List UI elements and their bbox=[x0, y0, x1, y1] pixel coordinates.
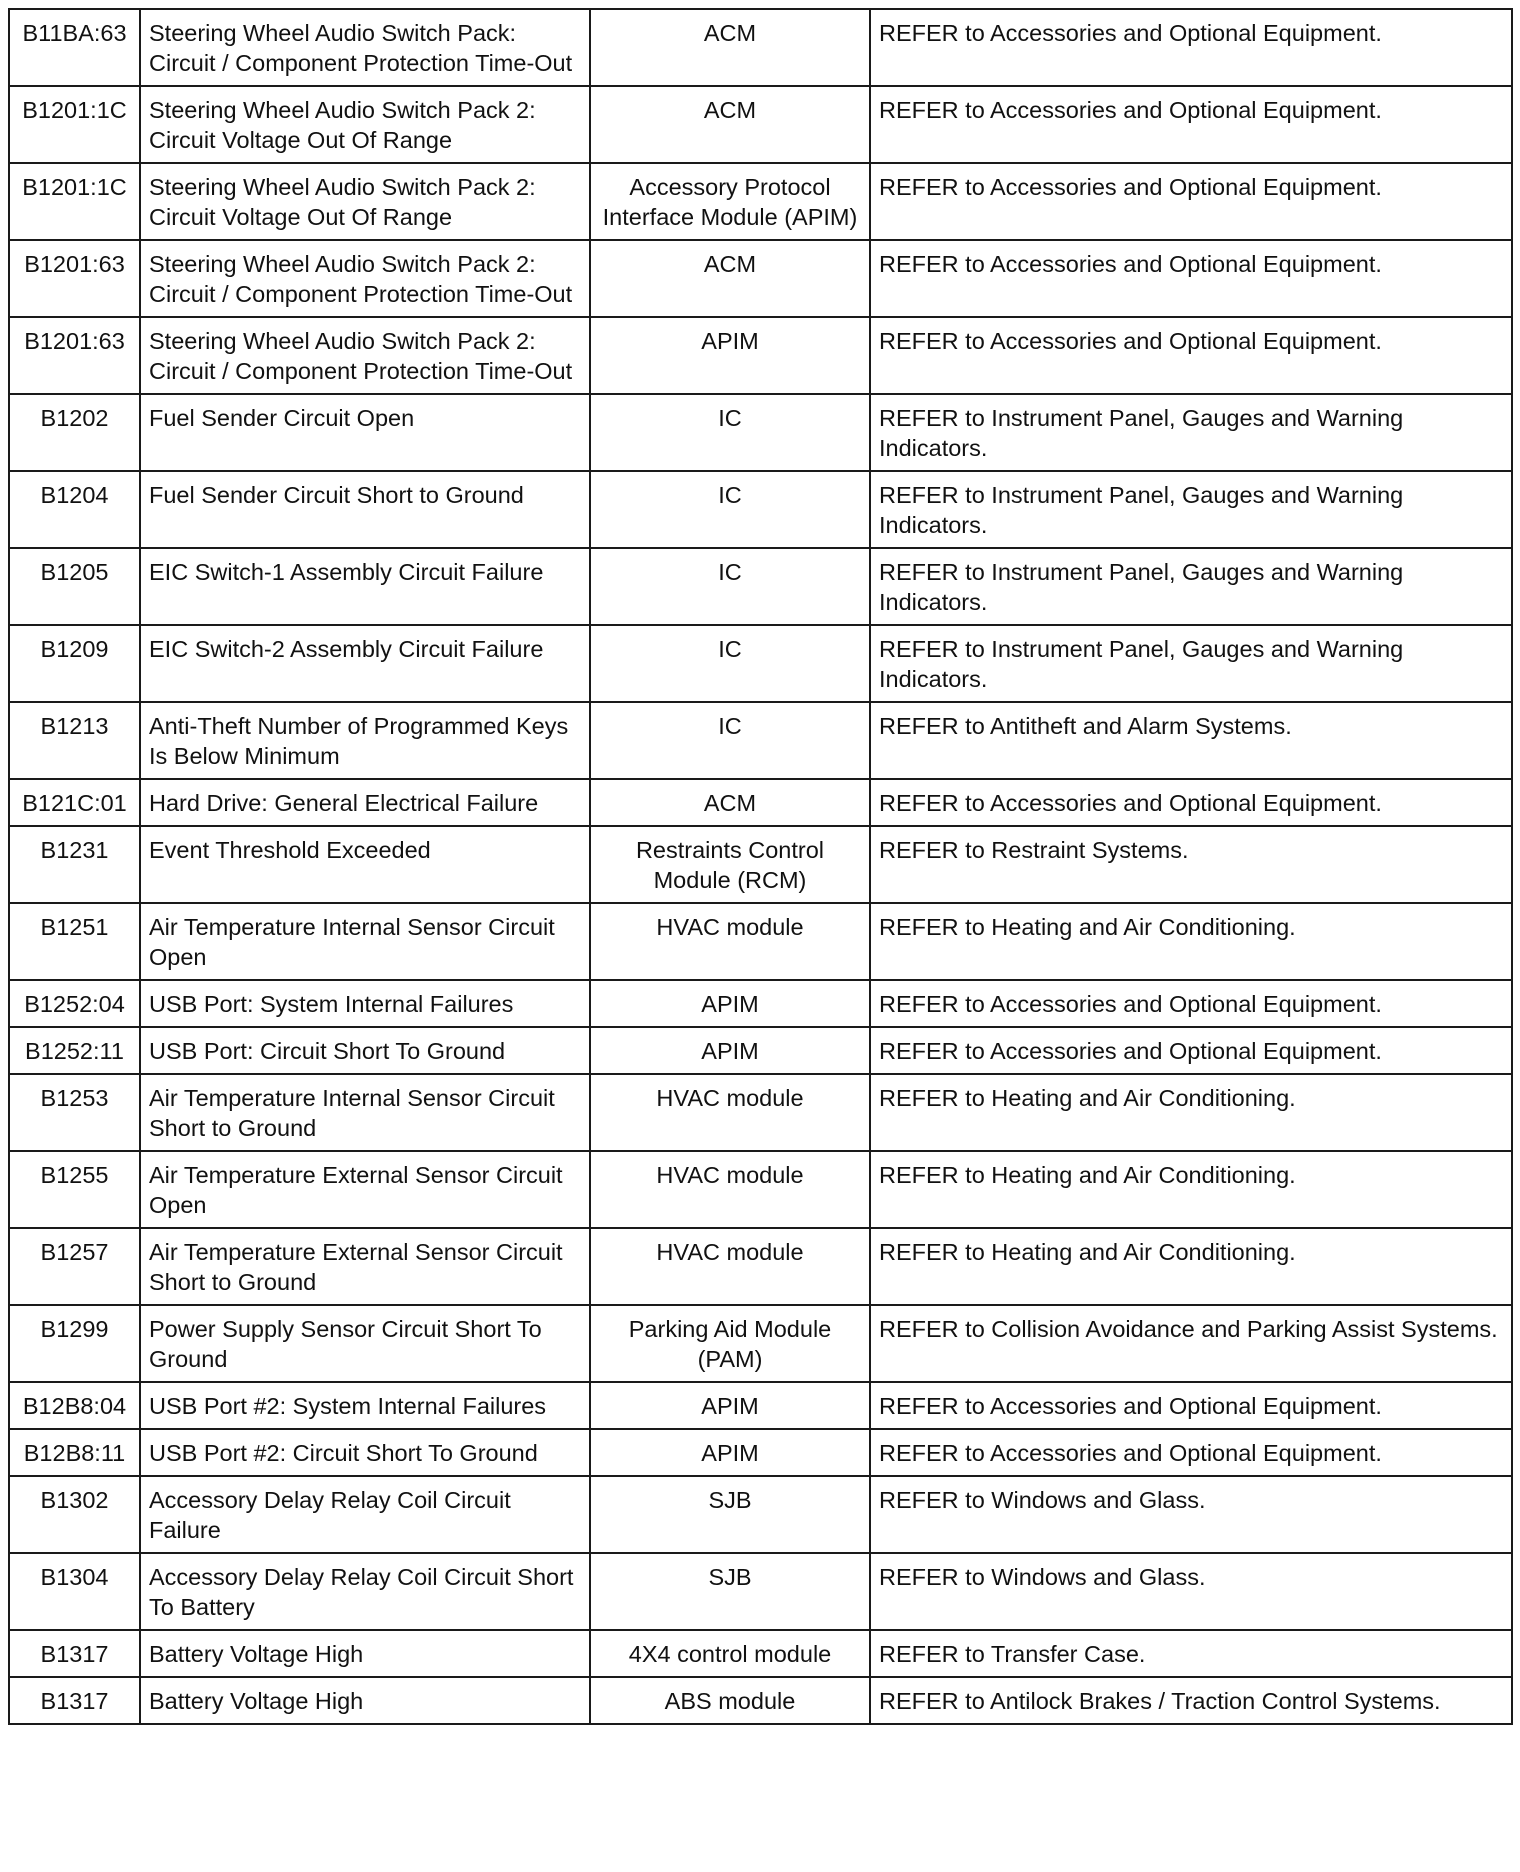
table-row bbox=[9, 9, 1512, 86]
description-cell: Fuel Sender Circuit Short to Ground bbox=[140, 471, 590, 548]
action-cell: REFER to Accessories and Optional Equipment. bbox=[870, 779, 1512, 826]
action-cell: REFER to Instrument Panel, Gauges and Warning Indicators. bbox=[870, 548, 1512, 625]
module-cell: ACM bbox=[590, 9, 870, 86]
module-cell: SJB bbox=[590, 1553, 870, 1630]
description-cell: Hard Drive: General Electrical Failure bbox=[140, 779, 590, 826]
description-cell: Steering Wheel Audio Switch Pack 2: Circuit / Component Protection Time-Out bbox=[140, 317, 590, 394]
action-cell: REFER to Accessories and Optional Equipment. bbox=[870, 1027, 1512, 1074]
module-cell: ABS module bbox=[590, 1677, 870, 1724]
module-cell: ACM bbox=[590, 86, 870, 163]
module-cell: IC bbox=[590, 548, 870, 625]
table-row bbox=[9, 826, 1512, 903]
action-cell: REFER to Heating and Air Conditioning. bbox=[870, 1074, 1512, 1151]
action-cell: REFER to Instrument Panel, Gauges and Warning Indicators. bbox=[870, 625, 1512, 702]
dtc-code-cell: B11BA:63 bbox=[9, 9, 140, 86]
action-cell: REFER to Collision Avoidance and Parking Assist Systems. bbox=[870, 1305, 1512, 1382]
table-row bbox=[9, 86, 1512, 163]
action-cell: REFER to Accessories and Optional Equipment. bbox=[870, 1429, 1512, 1476]
dtc-code-cell: B1202 bbox=[9, 394, 140, 471]
action-cell: REFER to Instrument Panel, Gauges and Warning Indicators. bbox=[870, 471, 1512, 548]
action-cell: REFER to Restraint Systems. bbox=[870, 826, 1512, 903]
module-cell: IC bbox=[590, 471, 870, 548]
action-cell: REFER to Antilock Brakes / Traction Control Systems. bbox=[870, 1677, 1512, 1724]
module-cell: ACM bbox=[590, 779, 870, 826]
table-row bbox=[9, 1074, 1512, 1151]
description-cell: Fuel Sender Circuit Open bbox=[140, 394, 590, 471]
description-cell: Air Temperature Internal Sensor Circuit Open bbox=[140, 903, 590, 980]
module-cell: APIM bbox=[590, 1429, 870, 1476]
dtc-code-cell: B1201:63 bbox=[9, 240, 140, 317]
dtc-code-cell: B1205 bbox=[9, 548, 140, 625]
description-cell: Battery Voltage High bbox=[140, 1630, 590, 1677]
action-cell: REFER to Accessories and Optional Equipment. bbox=[870, 240, 1512, 317]
table-row bbox=[9, 779, 1512, 826]
table-row bbox=[9, 548, 1512, 625]
dtc-code-cell: B1299 bbox=[9, 1305, 140, 1382]
action-cell: REFER to Heating and Air Conditioning. bbox=[870, 1228, 1512, 1305]
action-cell: REFER to Accessories and Optional Equipment. bbox=[870, 317, 1512, 394]
dtc-code-cell: B1302 bbox=[9, 1476, 140, 1553]
description-cell: Power Supply Sensor Circuit Short To Ground bbox=[140, 1305, 590, 1382]
dtc-code-cell: B1209 bbox=[9, 625, 140, 702]
module-cell: APIM bbox=[590, 1027, 870, 1074]
action-cell: REFER to Transfer Case. bbox=[870, 1630, 1512, 1677]
table-row bbox=[9, 1151, 1512, 1228]
dtc-code-cell: B121C:01 bbox=[9, 779, 140, 826]
module-cell: Parking Aid Module (PAM) bbox=[590, 1305, 870, 1382]
table-row bbox=[9, 980, 1512, 1027]
action-cell: REFER to Instrument Panel, Gauges and Warning Indicators. bbox=[870, 394, 1512, 471]
table-row bbox=[9, 317, 1512, 394]
dtc-code-cell: B1201:1C bbox=[9, 86, 140, 163]
action-cell: REFER to Accessories and Optional Equipment. bbox=[870, 9, 1512, 86]
dtc-code-cell: B1253 bbox=[9, 1074, 140, 1151]
description-cell: USB Port #2: System Internal Failures bbox=[140, 1382, 590, 1429]
module-cell: SJB bbox=[590, 1476, 870, 1553]
description-cell: Anti-Theft Number of Programmed Keys Is Below Minimum bbox=[140, 702, 590, 779]
action-cell: REFER to Windows and Glass. bbox=[870, 1553, 1512, 1630]
dtc-code-cell: B1201:1C bbox=[9, 163, 140, 240]
dtc-code-cell: B1251 bbox=[9, 903, 140, 980]
table-row bbox=[9, 394, 1512, 471]
table-row bbox=[9, 471, 1512, 548]
module-cell: IC bbox=[590, 394, 870, 471]
table-row bbox=[9, 1305, 1512, 1382]
description-cell: USB Port: System Internal Failures bbox=[140, 980, 590, 1027]
table-row bbox=[9, 625, 1512, 702]
module-cell: Accessory Protocol Interface Module (APIM) bbox=[590, 163, 870, 240]
description-cell: Steering Wheel Audio Switch Pack 2: Circuit Voltage Out Of Range bbox=[140, 163, 590, 240]
dtc-code-cell: B1257 bbox=[9, 1228, 140, 1305]
table-row bbox=[9, 1476, 1512, 1553]
table-row bbox=[9, 1027, 1512, 1074]
module-cell: IC bbox=[590, 702, 870, 779]
description-cell: Accessory Delay Relay Coil Circuit Short To Battery bbox=[140, 1553, 590, 1630]
table-row bbox=[9, 1228, 1512, 1305]
module-cell: APIM bbox=[590, 980, 870, 1027]
action-cell: REFER to Heating and Air Conditioning. bbox=[870, 1151, 1512, 1228]
description-cell: EIC Switch-1 Assembly Circuit Failure bbox=[140, 548, 590, 625]
module-cell: IC bbox=[590, 625, 870, 702]
dtc-code-cell: B1213 bbox=[9, 702, 140, 779]
description-cell: Steering Wheel Audio Switch Pack 2: Circuit / Component Protection Time-Out bbox=[140, 240, 590, 317]
table-row bbox=[9, 903, 1512, 980]
action-cell: REFER to Accessories and Optional Equipment. bbox=[870, 1382, 1512, 1429]
dtc-code-cell: B12B8:11 bbox=[9, 1429, 140, 1476]
action-cell: REFER to Accessories and Optional Equipment. bbox=[870, 86, 1512, 163]
table-row bbox=[9, 1677, 1512, 1724]
dtc-code-cell: B1255 bbox=[9, 1151, 140, 1228]
table-row bbox=[9, 240, 1512, 317]
dtc-code-cell: B1317 bbox=[9, 1630, 140, 1677]
description-cell: Event Threshold Exceeded bbox=[140, 826, 590, 903]
description-cell: Battery Voltage High bbox=[140, 1677, 590, 1724]
module-cell: HVAC module bbox=[590, 1151, 870, 1228]
module-cell: APIM bbox=[590, 1382, 870, 1429]
dtc-code-cell: B1204 bbox=[9, 471, 140, 548]
description-cell: USB Port #2: Circuit Short To Ground bbox=[140, 1429, 590, 1476]
description-cell: Air Temperature External Sensor Circuit Short to Ground bbox=[140, 1228, 590, 1305]
table-row bbox=[9, 163, 1512, 240]
dtc-table bbox=[8, 8, 1513, 1725]
description-cell: Accessory Delay Relay Coil Circuit Failure bbox=[140, 1476, 590, 1553]
action-cell: REFER to Windows and Glass. bbox=[870, 1476, 1512, 1553]
action-cell: REFER to Heating and Air Conditioning. bbox=[870, 903, 1512, 980]
description-cell: Steering Wheel Audio Switch Pack 2: Circuit Voltage Out Of Range bbox=[140, 86, 590, 163]
module-cell: APIM bbox=[590, 317, 870, 394]
dtc-code-cell: B1304 bbox=[9, 1553, 140, 1630]
description-cell: USB Port: Circuit Short To Ground bbox=[140, 1027, 590, 1074]
action-cell: REFER to Antitheft and Alarm Systems. bbox=[870, 702, 1512, 779]
module-cell: HVAC module bbox=[590, 1074, 870, 1151]
module-cell: HVAC module bbox=[590, 903, 870, 980]
dtc-code-cell: B12B8:04 bbox=[9, 1382, 140, 1429]
dtc-code-cell: B1317 bbox=[9, 1677, 140, 1724]
description-cell: EIC Switch-2 Assembly Circuit Failure bbox=[140, 625, 590, 702]
dtc-code-cell: B1201:63 bbox=[9, 317, 140, 394]
table-row bbox=[9, 1553, 1512, 1630]
module-cell: HVAC module bbox=[590, 1228, 870, 1305]
dtc-code-cell: B1252:11 bbox=[9, 1027, 140, 1074]
module-cell: 4X4 control module bbox=[590, 1630, 870, 1677]
table-row bbox=[9, 1630, 1512, 1677]
description-cell: Steering Wheel Audio Switch Pack: Circuit / Component Protection Time-Out bbox=[140, 9, 590, 86]
table-row bbox=[9, 1382, 1512, 1429]
dtc-code-cell: B1252:04 bbox=[9, 980, 140, 1027]
module-cell: Restraints Control Module (RCM) bbox=[590, 826, 870, 903]
description-cell: Air Temperature External Sensor Circuit Open bbox=[140, 1151, 590, 1228]
table-row bbox=[9, 702, 1512, 779]
action-cell: REFER to Accessories and Optional Equipment. bbox=[870, 980, 1512, 1027]
dtc-code-cell: B1231 bbox=[9, 826, 140, 903]
module-cell: ACM bbox=[590, 240, 870, 317]
table-row bbox=[9, 1429, 1512, 1476]
action-cell: REFER to Accessories and Optional Equipment. bbox=[870, 163, 1512, 240]
description-cell: Air Temperature Internal Sensor Circuit Short to Ground bbox=[140, 1074, 590, 1151]
